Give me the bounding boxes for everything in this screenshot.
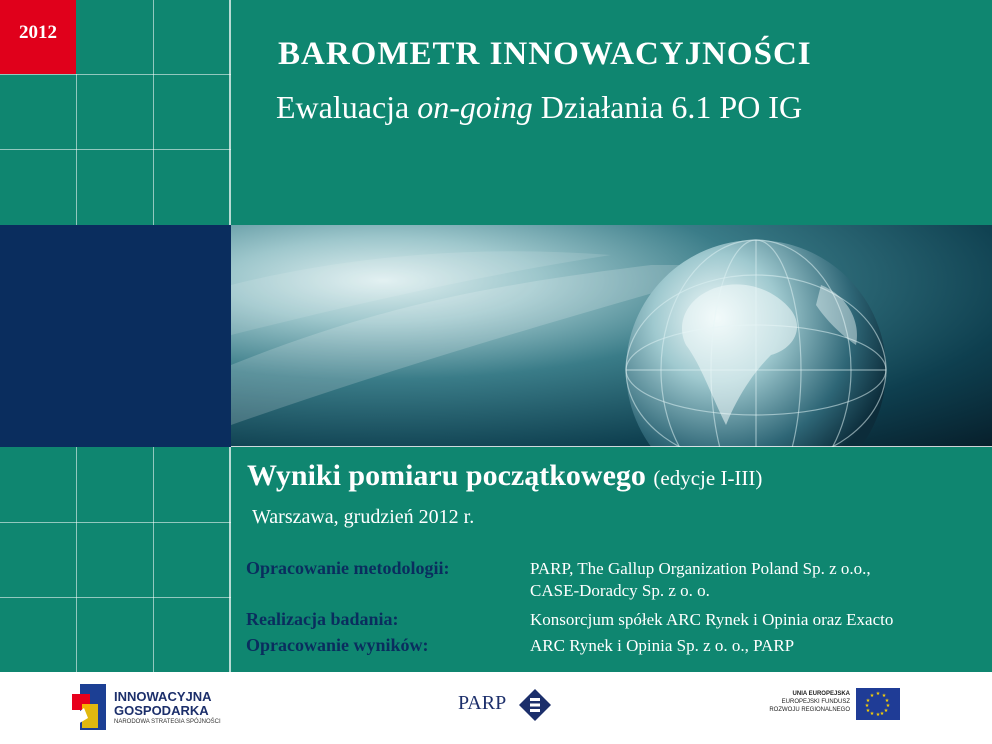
svg-text:★: ★ (883, 708, 889, 714)
credit-label-results: Opracowanie wyników: (246, 635, 429, 655)
page-subtitle: Ewaluacja on-going Działania 6.1 PO IG (276, 89, 803, 125)
credit-label-methodology: Opracowanie metodologii: (246, 558, 450, 578)
ig-logo-line2: GOSPODARKA (114, 703, 209, 718)
parp-logo-text: PARP (458, 692, 507, 714)
svg-text:★: ★ (865, 698, 871, 704)
credit-value-research: Konsorcjum spółek ARC Rynek i Opinia oraz Exacto (530, 610, 894, 629)
place-date: Warszawa, grudzień 2012 r. (252, 506, 475, 528)
credit-label-research: Realizacja badania: (246, 609, 399, 629)
eu-flag-icon (856, 688, 900, 720)
credit-value-results: ARC Rynek i Opinia Sp. z o. o., PARP (530, 636, 795, 655)
svg-text:★: ★ (885, 703, 891, 709)
grid-line (0, 522, 231, 523)
ig-logo-line1: INNOWACYJNA (114, 689, 212, 704)
ig-logo-line3: NARODOWA STRATEGIA SPÓJNOŚCI (114, 719, 221, 725)
eu-logo-line1: UNIA EUROPEJSKA (792, 691, 850, 697)
grid-line (0, 149, 231, 150)
page-title: BAROMETR INNOWACYJNOŚCI (278, 36, 812, 72)
svg-text:★: ★ (869, 711, 875, 717)
eu-logo-line3: ROZWOJU REGIONALNEGO (769, 707, 850, 713)
year-badge: 2012 (0, 0, 76, 74)
globe-banner-image (231, 225, 992, 447)
results-title: Wyniki pomiaru początkowego (edycje I-III) (247, 459, 763, 492)
grid-line (76, 447, 77, 672)
innowacyjna-gospodarka-logo (68, 680, 238, 736)
grid-line (0, 74, 231, 75)
svg-text:★: ★ (881, 693, 887, 699)
svg-text:★: ★ (864, 703, 870, 709)
svg-text:★: ★ (884, 698, 890, 704)
eu-logo-line2: EUROPEJSKI FUNDUSZ (781, 699, 850, 705)
svg-text:★: ★ (879, 711, 885, 717)
svg-text:★: ★ (875, 712, 881, 718)
svg-text:★: ★ (865, 708, 871, 714)
navy-block (0, 225, 231, 447)
grid-line (153, 447, 154, 672)
credit-value-methodology: PARP, The Gallup Organization Poland Sp. z o.o., CASE-Doradcy Sp. z o. o. (530, 559, 871, 600)
svg-text:★: ★ (869, 693, 875, 699)
eu-logo (752, 688, 902, 728)
parp-logo (458, 686, 558, 726)
parp-emblem-icon (518, 688, 552, 722)
grid-line (0, 597, 231, 598)
globe-illustration (231, 225, 992, 447)
ig-emblem-icon (68, 680, 112, 736)
footer-logos (0, 672, 992, 744)
svg-text:★: ★ (875, 691, 881, 697)
grid-line (153, 0, 154, 225)
